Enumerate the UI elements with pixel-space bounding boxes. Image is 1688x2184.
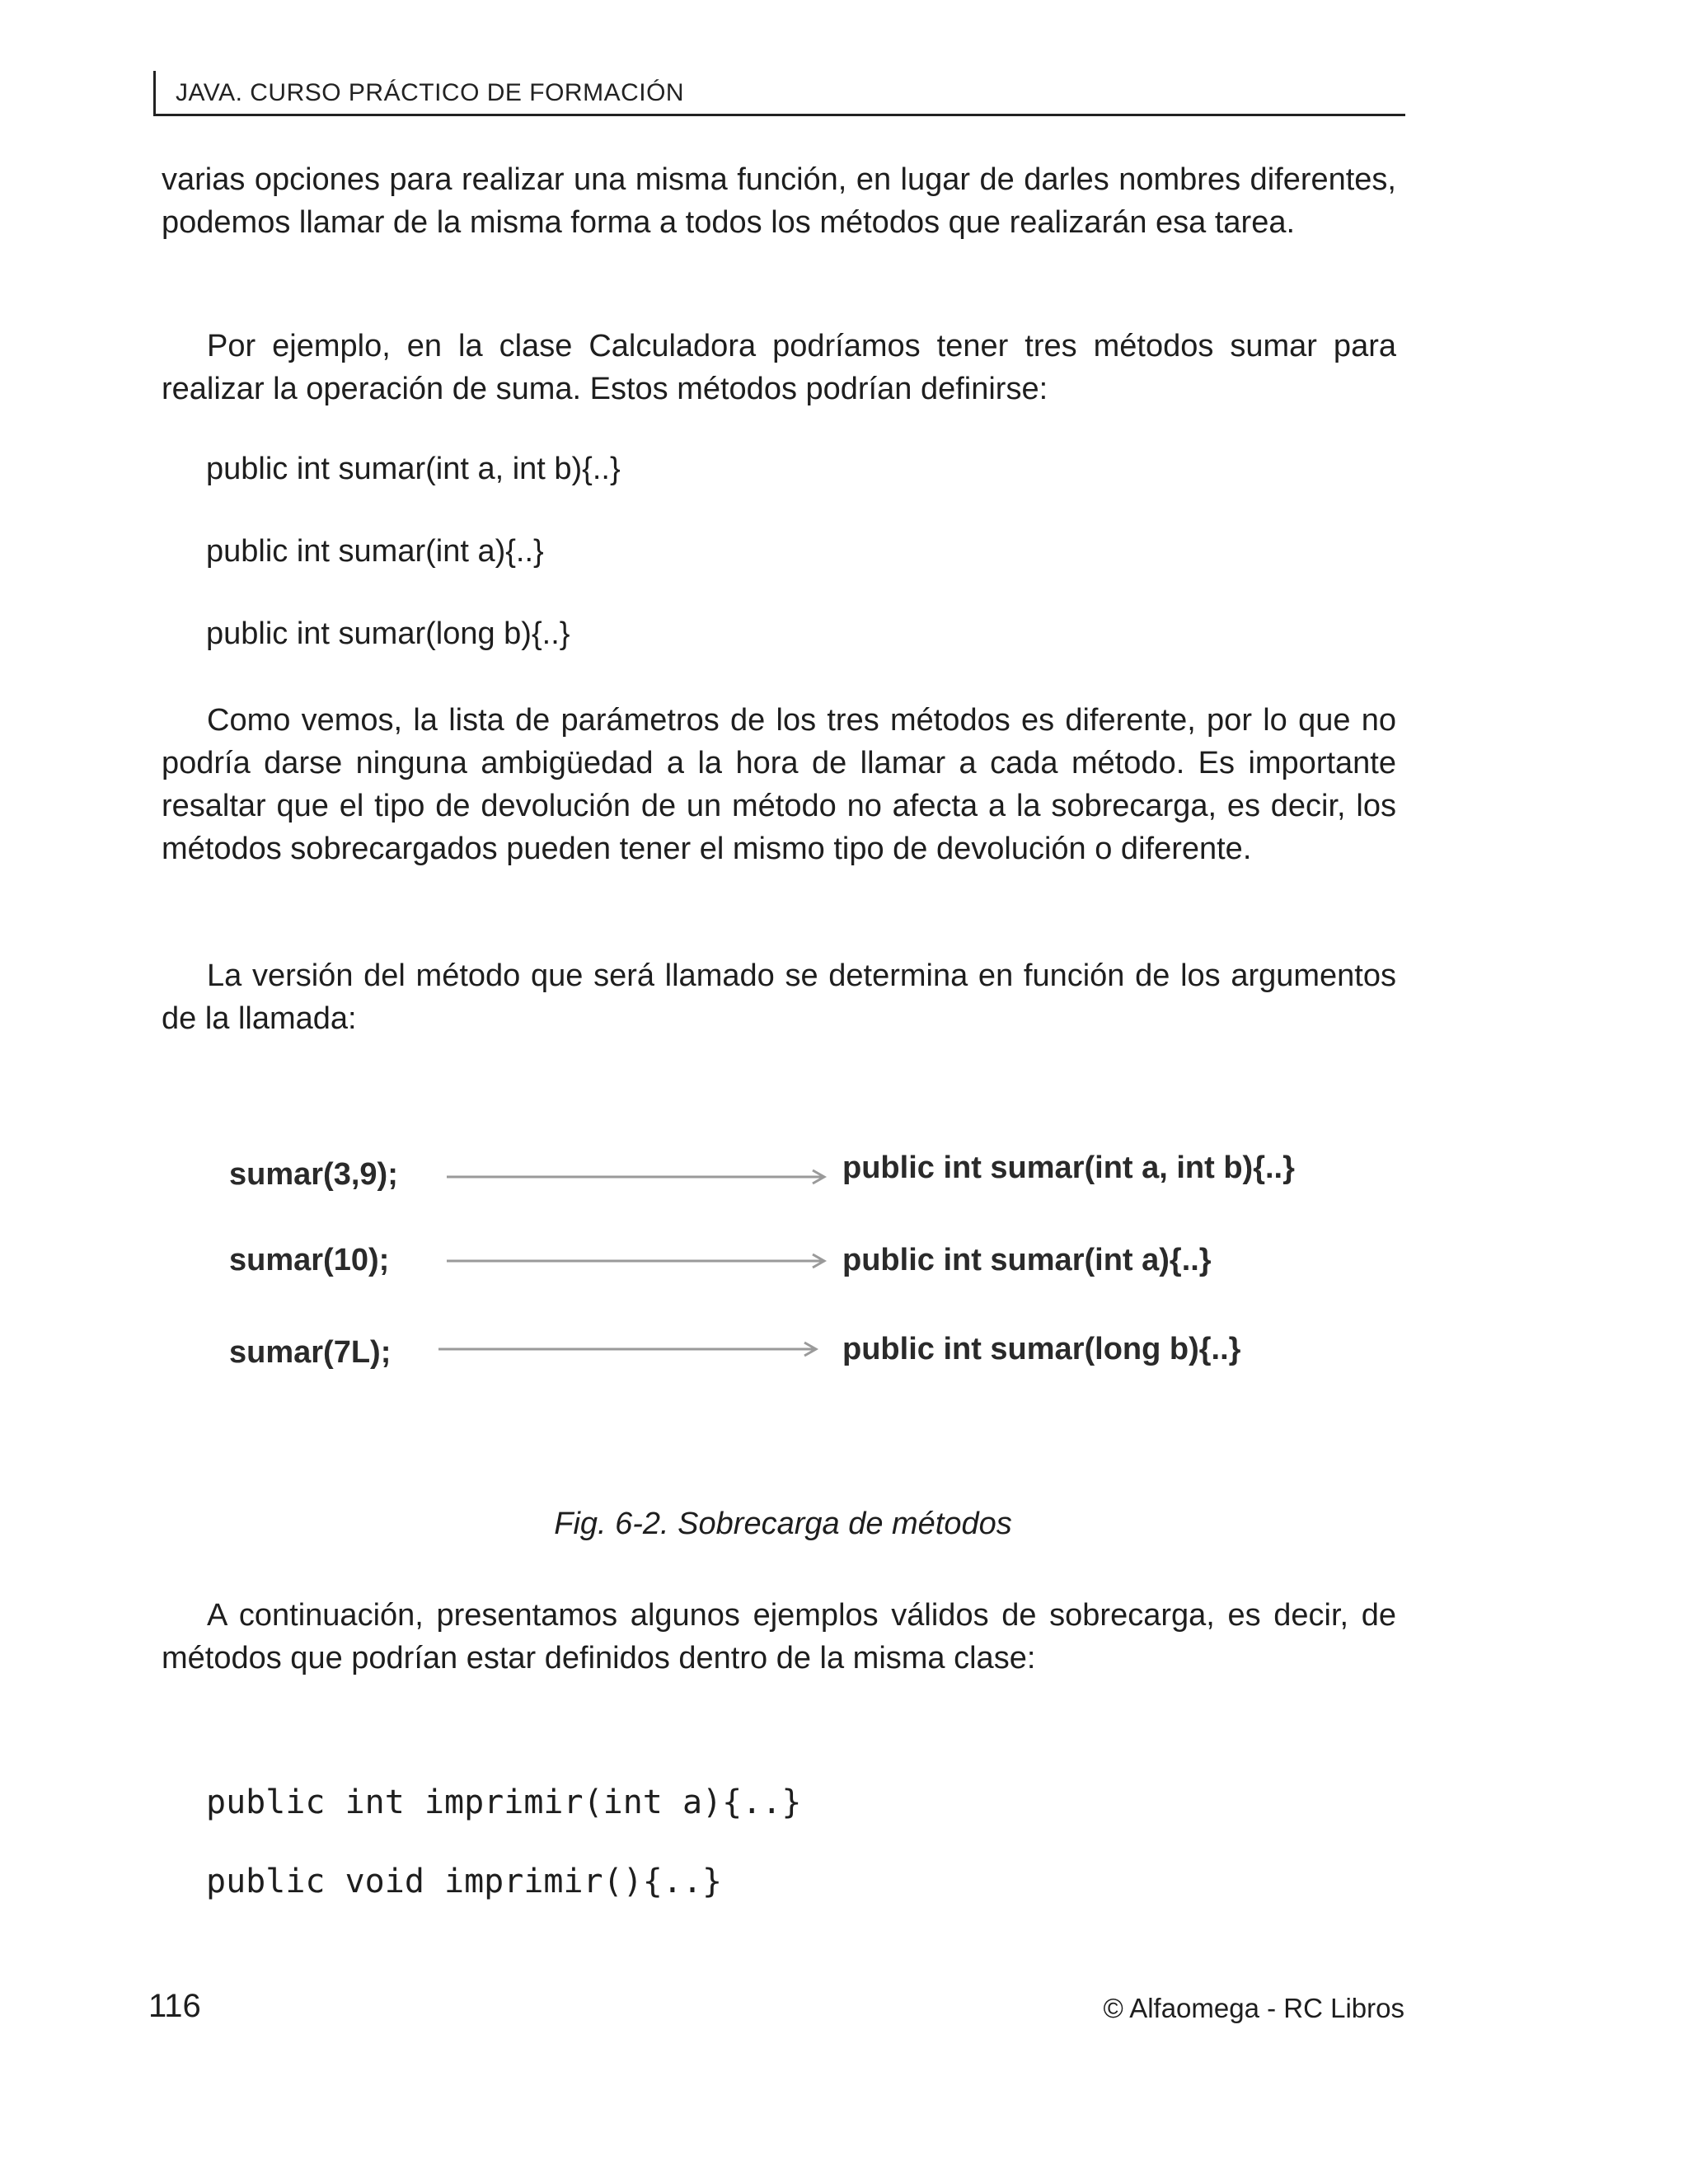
paragraph-5: A continuación, presentamos algunos ejemplos válidos de sobrecarga, es decir, de métodos que podrían estar definidos dentro de la misma clase:	[162, 1598, 1396, 1675]
code-sumar-two-args: public int sumar(int a, int b){..}	[206, 452, 621, 486]
figure-call-3: sumar(7L);	[229, 1335, 392, 1370]
paragraph-4: La versión del método que será llamado se determina en función de los argumentos de la llamada:	[162, 958, 1396, 1036]
running-header-title: JAVA. CURSO PRÁCTICO DE FORMACIÓN	[176, 79, 685, 106]
figure-target-2: public int sumar(int a){..}	[842, 1243, 1212, 1277]
paragraph-1: varias opciones para realizar una misma función, en lugar de darles nombres diferentes, podemos llamar de la misma forma a todos los métodos que realizarán esa tarea.	[162, 162, 1396, 240]
paragraph-2: Por ejemplo, en la clase Calculadora podríamos tener tres métodos sumar para realizar la operación de suma. Estos métodos podrían definirse:	[162, 329, 1396, 406]
figure-target-1: public int sumar(int a, int b){..}	[842, 1151, 1295, 1185]
running-header	[153, 71, 1405, 116]
arrow-icon	[445, 1165, 832, 1189]
figure-call-1: sumar(3,9);	[229, 1157, 398, 1192]
page-number: 116	[148, 1988, 201, 2024]
publisher-credit: © Alfaomega - RC Libros	[1103, 1993, 1404, 2023]
arrow-icon	[437, 1337, 824, 1361]
arrow-icon	[445, 1249, 832, 1273]
example-imprimir-void: public void imprimir(){..}	[206, 1863, 723, 1900]
figure-caption: Fig. 6-2. Sobrecarga de métodos	[554, 1507, 1012, 1541]
code-sumar-long: public int sumar(long b){..}	[206, 616, 570, 651]
figure-call-2: sumar(10);	[229, 1243, 390, 1277]
figure-target-3: public int sumar(long b){..}	[842, 1332, 1241, 1366]
code-sumar-int: public int sumar(int a){..}	[206, 534, 544, 569]
example-imprimir-int: public int imprimir(int a){..}	[206, 1783, 802, 1821]
paragraph-3: Como vemos, la lista de parámetros de los tres métodos es diferente, por lo que no podría darse ninguna ambigüedad a la hora de llamar a cada método. Es importante resaltar que el tipo de devolución de un método no afecta a la sobrecarga, es decir, los métodos sobrecargados pueden tener el mismo tipo de devolución o diferente.	[162, 703, 1396, 866]
